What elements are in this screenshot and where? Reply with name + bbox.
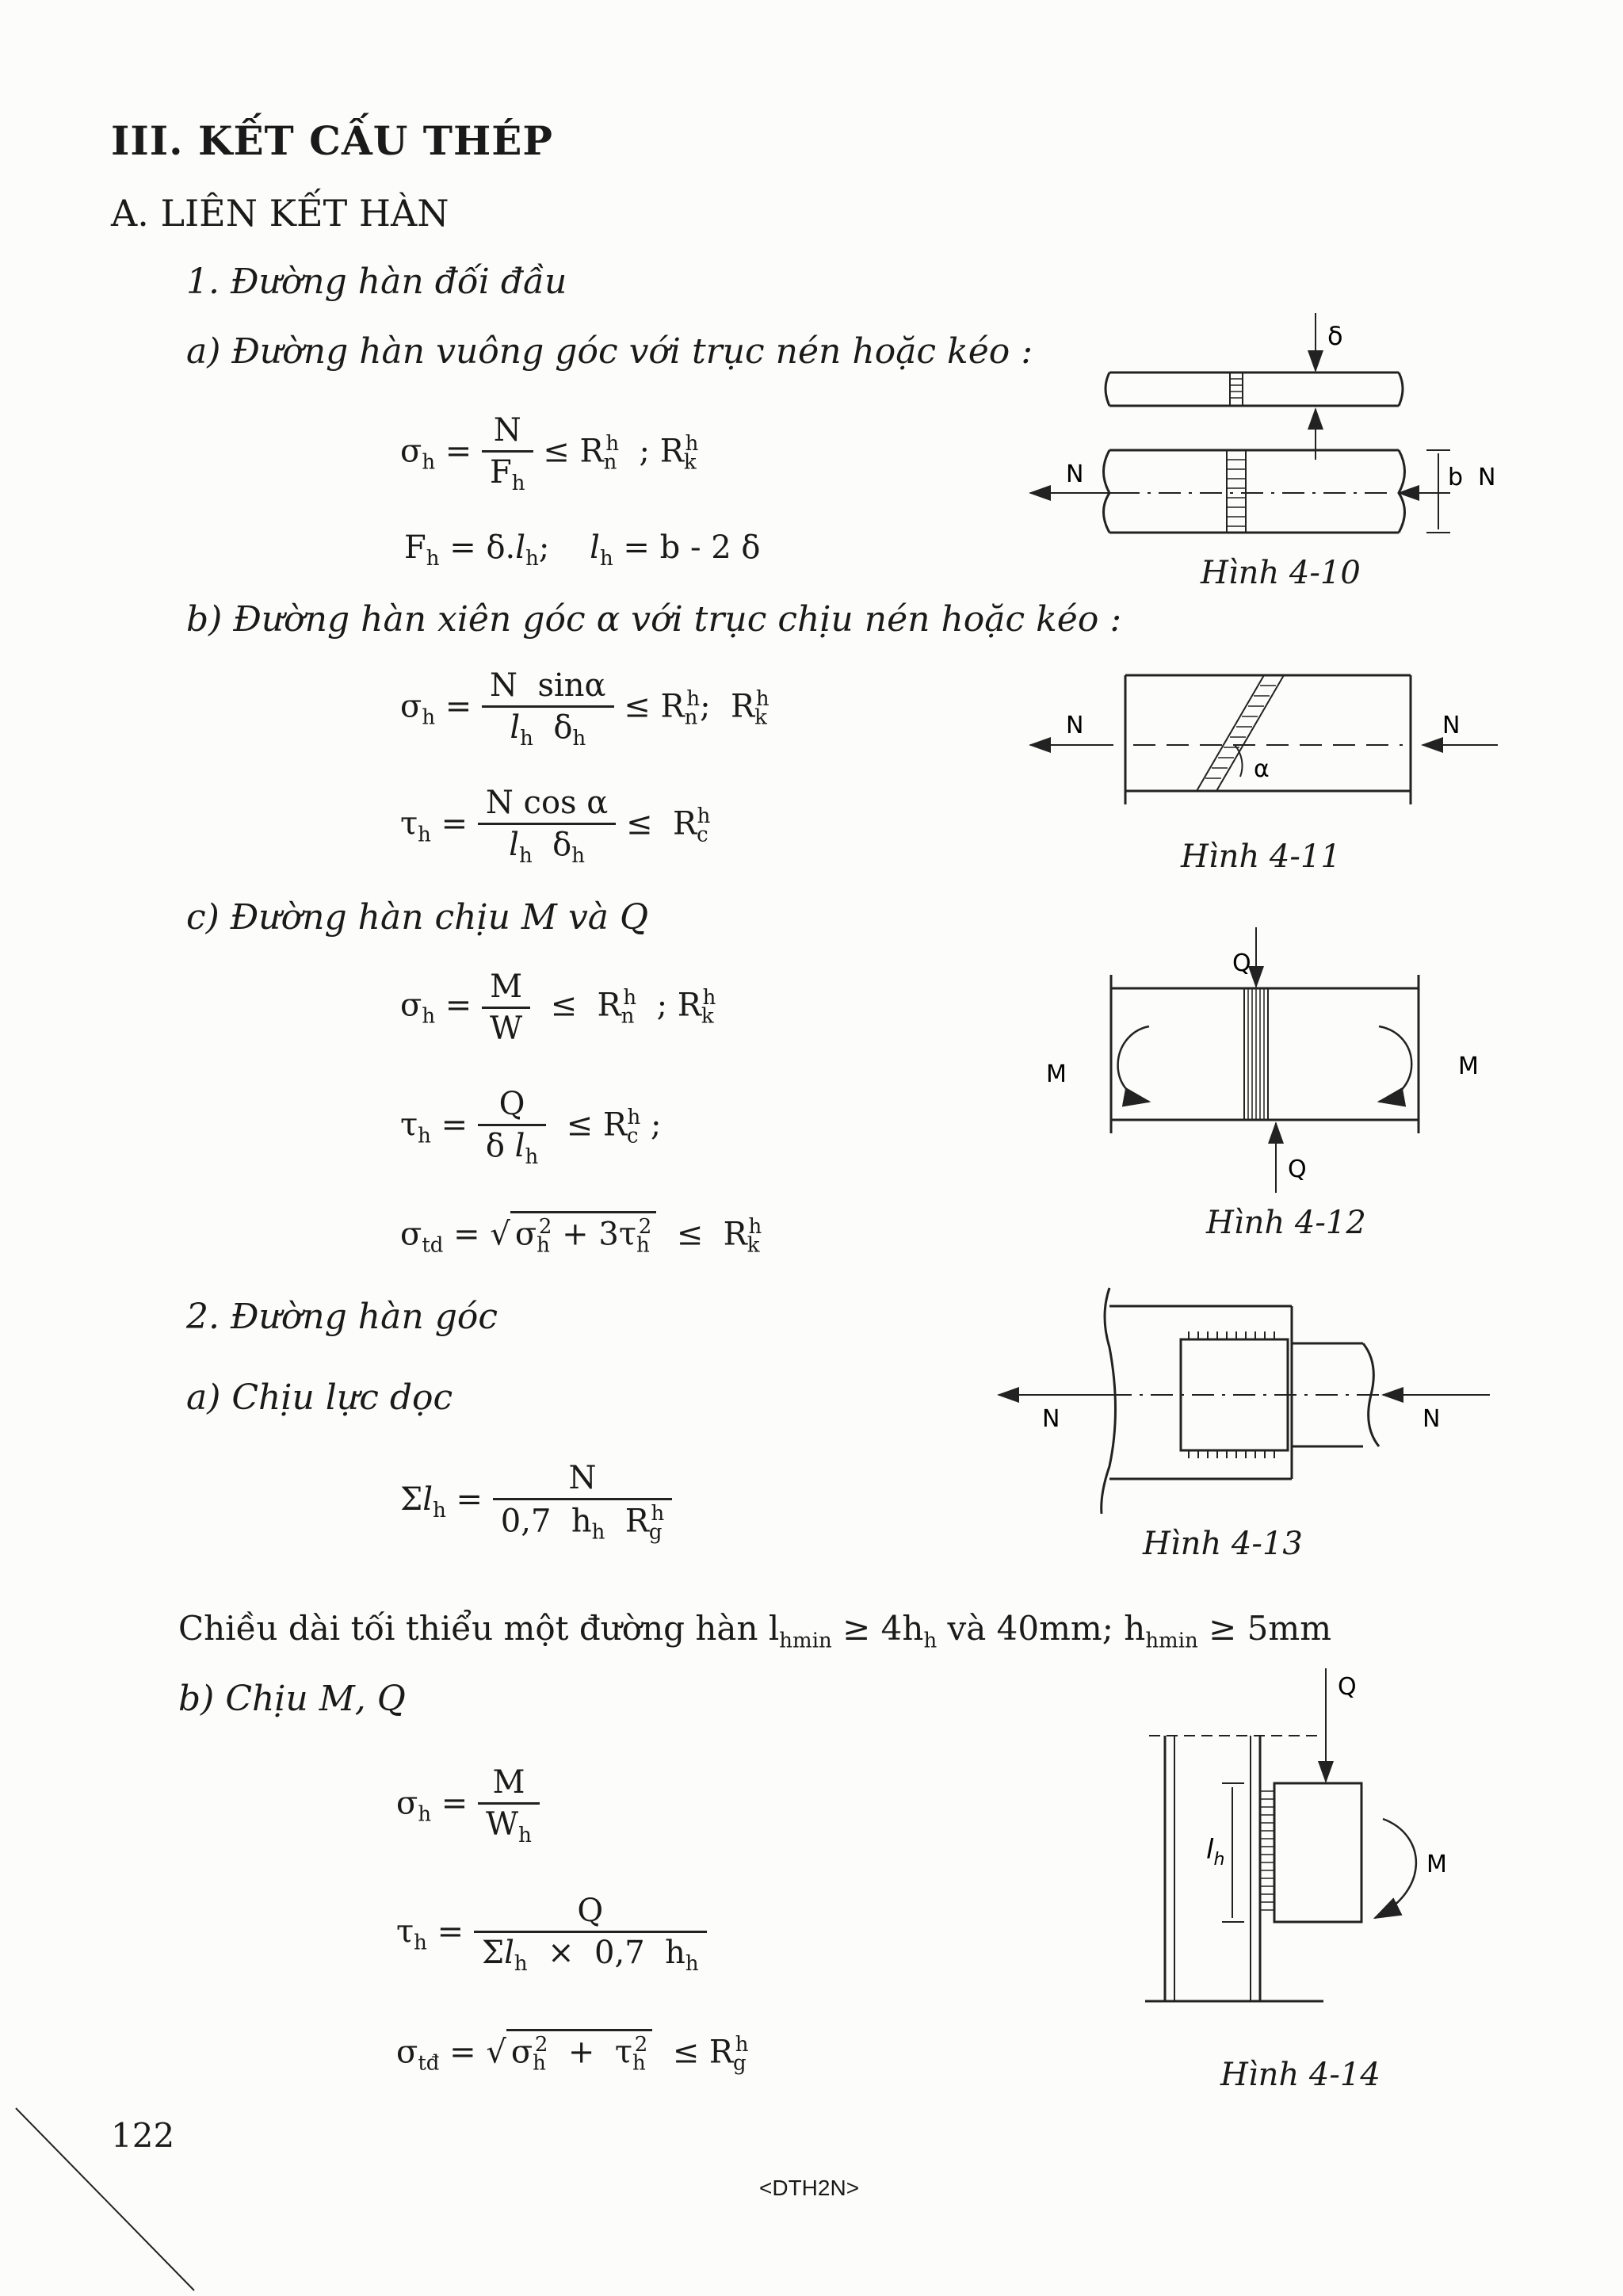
label-M-right: M: [1458, 1052, 1479, 1080]
label-N-right: N: [1478, 464, 1496, 491]
item-1b-title: b) Đường hàn xiên góc α với trục chịu nén hoặc kéo :: [186, 599, 1122, 640]
figure-4-14: [1133, 1664, 1482, 2013]
note-sub-3: hmin: [1145, 1629, 1198, 1653]
caption-fig-4-12: Hình 4-12: [1206, 1205, 1366, 1241]
note-suffix: ≥ 5mm: [1197, 1609, 1332, 1648]
figure-4-10: [1022, 309, 1514, 579]
caption-fig-4-11: Hình 4-11: [1181, 839, 1341, 875]
note-sub-2: h: [923, 1629, 938, 1653]
page-number: 122: [111, 2116, 175, 2155]
label-M-414: M: [1426, 1851, 1447, 1878]
footer-code: <DTH2N>: [759, 2176, 860, 2200]
label-N-right-411: N: [1442, 712, 1461, 739]
label-M-left: M: [1046, 1060, 1067, 1088]
formula-1a-sigma: $\sigma_h$ = $\frac{N}{F_h}$ ≤ $R_n^h$ ; $R_k^h$: [400, 412, 699, 495]
formula-1b-sigma: $\sigma_h$ = $\frac{\text{N sinα}}{l_h \delta_h}$ ≤ $R_n^h$; $R_k^h$: [400, 667, 769, 751]
formula-1c-sigma: $\sigma_h$ = $\frac{M}{W}$ ≤ $R_n^h$ ; $R_k^h$: [400, 968, 716, 1047]
label-delta: δ: [1327, 321, 1343, 351]
note-sub-1: hmin: [779, 1629, 832, 1653]
item-2-title: 2. Đường hàn góc: [186, 1297, 498, 1337]
note-mid-2: và 40mm; h: [937, 1609, 1146, 1648]
formula-1c-tau: $\tau_h$ = $\frac{Q}{\delta l_h}$ ≤ $R_c^h$ ;: [400, 1086, 662, 1169]
figure-4-12: [1030, 923, 1506, 1209]
label-alpha: α: [1254, 755, 1270, 783]
label-N-left-413: N: [1042, 1405, 1060, 1433]
item-1c-title: c) Đường hàn chịu M và Q: [186, 897, 649, 938]
label-Q-414: Q: [1338, 1673, 1357, 1701]
label-Q-bottom: Q: [1288, 1156, 1307, 1183]
label-N-left-411: N: [1066, 712, 1084, 739]
label-b: b: [1448, 464, 1464, 491]
min-length-note: [178, 1609, 1331, 1652]
scan-artifact-line: [0, 2092, 206, 2296]
caption-fig-4-14: Hình 4-14: [1220, 2057, 1381, 2093]
section-title: III. KẾT CẤU THÉP: [111, 117, 553, 164]
item-2b-title: b) Chịu M, Q: [178, 1679, 406, 1719]
item-2a-title: a) Chịu lực dọc: [186, 1377, 453, 1418]
item-1-title: 1. Đường hàn đối đầu: [186, 262, 567, 302]
note-mid: ≥ 4h: [831, 1609, 924, 1648]
label-Q-top: Q: [1232, 949, 1251, 977]
label-lh-main: l: [1206, 1834, 1214, 1866]
note-prefix: Chiều dài tối thiểu một đường hàn l: [178, 1609, 780, 1648]
label-N-right-413: N: [1423, 1405, 1441, 1433]
formula-2a: $\Sigma l_h$ = $\frac{N}{0,7 h_h R_g^h}$: [400, 1460, 672, 1544]
formula-1c-sigma-td: $\sigma_{td}$ = √ $\sigma_h^2 + 3\tau_h^2 \le R_k^h$: [400, 1211, 762, 1257]
formula-1b-tau: $\tau_h$ = $\frac{\text{N cos α}}{l_h \delta_h}$ ≤ $R_c^h$: [400, 785, 711, 868]
figure-4-13: [991, 1284, 1514, 1522]
caption-fig-4-13: Hình 4-13: [1143, 1526, 1303, 1562]
label-N-left: N: [1066, 460, 1084, 488]
figure-4-11: [1022, 666, 1514, 824]
caption-fig-4-10: Hình 4-10: [1201, 555, 1361, 591]
formula-2b-sigma-td: $\sigma_{tđ}$ = √ $\sigma_h^2 + \tau_h^2 \le R_g^h$: [396, 2029, 748, 2075]
label-lh-sub: h: [1213, 1850, 1225, 1870]
formula-2b-tau: $\tau_h$ = $\frac{Q}{\Sigma l_h \times 0,7 h_h}$: [396, 1893, 707, 1976]
subsection-title: A. LIÊN KẾT HÀN: [111, 192, 449, 235]
label-lh: [1206, 1834, 1224, 1870]
formula-2b-sigma: $\sigma_h$ = $\frac{M}{W_h}$: [396, 1764, 540, 1847]
formula-1a-area: $F_h = \delta.l_h$; $l_h = b - 2$ δ: [404, 529, 761, 571]
item-1a-title: a) Đường hàn vuông góc với trục nén hoặc kéo :: [186, 331, 1033, 372]
